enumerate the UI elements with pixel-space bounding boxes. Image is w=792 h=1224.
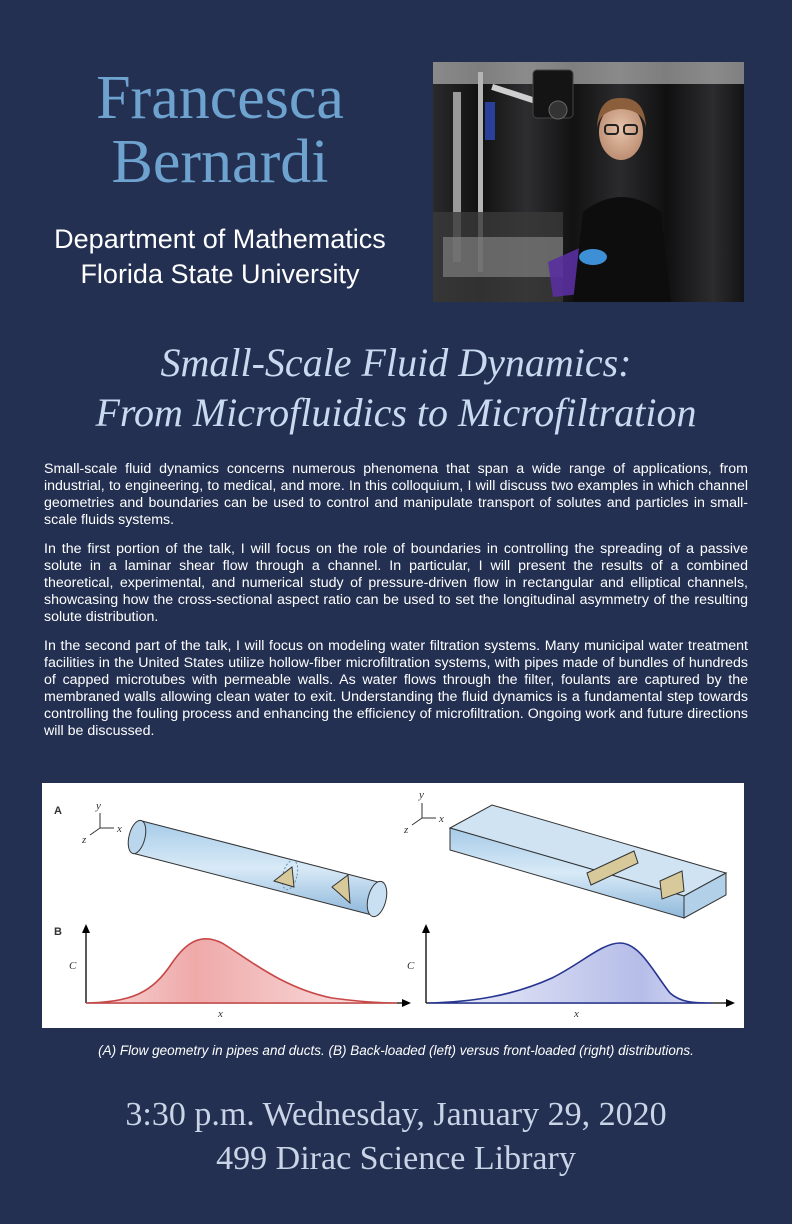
axis-c-label: C bbox=[69, 960, 77, 972]
abstract-paragraph: In the first portion of the talk, I will focus on the role of boundaries in controlling the spreading of a passive solute in a laminar shear flow through a channel. In particular, I will present the results of a combined theoretical, experimental, and numerical study of pressure-driven flow in rectangular and elliptical channels, showcasing how the cross-sectional aspect ratio can be used to set the longitudinal asymmetry of the resulting solute distribution. bbox=[44, 541, 748, 625]
speaker-photo bbox=[433, 62, 744, 302]
axis-c-label: C bbox=[407, 960, 415, 972]
axis-y-label: y bbox=[419, 789, 424, 801]
abstract bbox=[44, 461, 748, 752]
figure-illustration bbox=[42, 783, 744, 1028]
figure bbox=[42, 783, 744, 1028]
speaker-first-name: Francesca bbox=[96, 64, 344, 132]
speaker-last-name: Bernardi bbox=[111, 128, 329, 196]
event-location: 499 Dirac Science Library bbox=[216, 1140, 576, 1177]
affiliation bbox=[30, 222, 410, 292]
axis-x-label: x bbox=[439, 813, 444, 825]
panel-b-label: B bbox=[54, 926, 62, 938]
axes-triad-right bbox=[412, 803, 436, 825]
axes-triad-left bbox=[90, 813, 114, 835]
axis-z-label: z bbox=[82, 834, 87, 846]
abstract-paragraph: Small-scale fluid dynamics concerns numerous phenomena that span a wide range of applications, from industrial, to engineering, to medical, and more. In this colloquium, I will discuss two examples in which channel geometries and boundaries can be used to control and manipulate transport of solutes and particles in small-scale fluids systems. bbox=[44, 461, 748, 528]
speaker-photo-illustration bbox=[433, 62, 744, 302]
abstract-paragraph: In the second part of the talk, I will focus on modeling water filtration systems. Many municipal water treatment facilities in the United States utilize hollow-fiber microfiltration systems, with pipes made of bundles of hundreds of capped microtubes with permeable walls. As water flows through the filter, foulants are captured by the membraned walls allowing clean water to exit. Understanding the fluid dynamics is a fundamental step towards controlling the fouling process and enhancing the efficiency of microfiltration. Ongoing work and future directions will be discussed. bbox=[44, 638, 748, 739]
plot-right bbox=[407, 924, 735, 1020]
axis-z-label: z bbox=[404, 824, 409, 836]
axis-x-label: x bbox=[574, 1008, 579, 1020]
axis-x-label: x bbox=[117, 823, 122, 835]
university: Florida State University bbox=[80, 259, 360, 289]
axis-y-label: y bbox=[96, 800, 101, 812]
speaker-name bbox=[40, 66, 400, 194]
pipe-geometry bbox=[125, 819, 390, 919]
event-time: 3:30 p.m. Wednesday, January 29, 2020 bbox=[125, 1096, 667, 1133]
department: Department of Mathematics bbox=[54, 224, 386, 254]
axis-x-label: x bbox=[218, 1008, 223, 1020]
talk-title-line-2: From Microfluidics to Microfiltration bbox=[95, 390, 697, 435]
panel-a-label: A bbox=[54, 805, 62, 817]
talk-title bbox=[20, 338, 772, 438]
figure-caption: (A) Flow geometry in pipes and ducts. (B) Back-loaded (left) versus front-loaded (right) distributions. bbox=[98, 1043, 694, 1058]
front-loaded-distribution-curve bbox=[428, 943, 712, 1003]
talk-title-line-1: Small-Scale Fluid Dynamics: bbox=[160, 340, 632, 385]
back-loaded-distribution-curve bbox=[86, 939, 397, 1003]
plot-left bbox=[69, 924, 411, 1020]
duct-geometry bbox=[450, 805, 726, 918]
